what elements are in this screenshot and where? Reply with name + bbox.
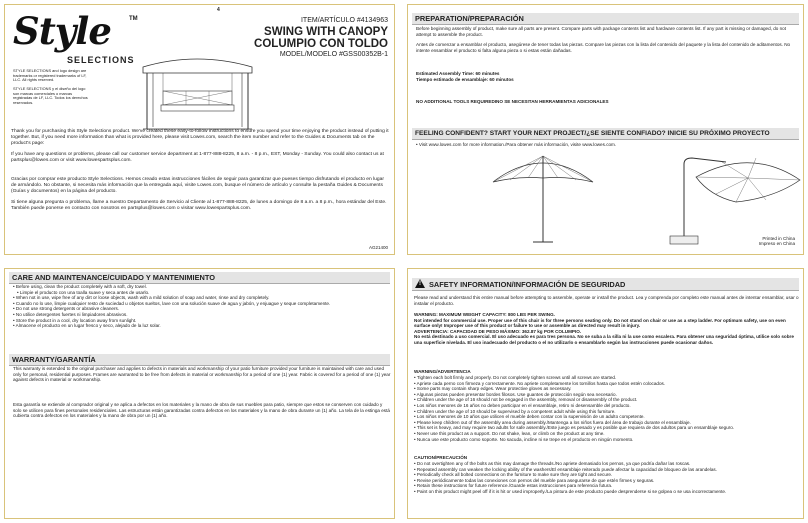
assembly-time-es: Tiempo estimado de ensamblaje: 60 minutos [416, 77, 514, 82]
warning-item: • Nunca use este producto como soporte. No sacuda, incline ni se trepe en el producto en ningún momento. [414, 437, 800, 443]
caution-header: CAUTION/PRECAUCIÓN [414, 455, 468, 460]
preparation-header: PREPARATION/PREPARACIÓN [412, 13, 799, 25]
warning-item: • Algunas piezas pueden presentar bordes filosos. Use guantes de protección según sea necesario. [414, 392, 800, 398]
legal-es: STYLE SELECTIONS y el diseño del logo son marcas comerciales o marcas registradas de LF, LLC. Todos los derechos reservados. [13, 86, 88, 105]
safety-page [407, 268, 804, 519]
care-item: • No utilice detergentes fuertes ni limpiadores abrasivos. [13, 312, 391, 318]
cover-page [4, 4, 395, 255]
umbrella-illustration [488, 152, 598, 246]
printed-en: Printed in China [762, 236, 795, 241]
warning-header: WARNING/ADVERTENCIA [414, 369, 471, 374]
capacity-en: WARNING: MAXIMUM WEIGHT CAPACITY: 800 LBS PER SWING. [414, 312, 555, 317]
prep-paragraph-es: Antes de comenzar a ensamblar el producto, asegúrese de tener todas las piezas. Compare las piezas con la lista del contenido del paquete y la lista del contenido de aditamentos. No intente ensamblar el producto si falta alguna pieza o si estas están dañadas. [416, 42, 791, 53]
assembly-time-en: Estimated Assembly Time: 60 minutes [416, 71, 500, 76]
cantilever-umbrella-illustration [666, 152, 802, 248]
intro-spanish [11, 177, 389, 212]
intro-paragraph: Si tiene alguna pregunta o problema, llame a nuestro Departamento de Servicio al Cliente al 1-877-888-8225, de lunes a domingo de 8 a.m. a 8 p.m., hora estándar del Este. [11, 200, 387, 205]
product-title-es: COLUMPIO CON TOLDO [254, 38, 388, 50]
caution-item: • Repeated assembly can weaken the locking ability of the washers/El ensamblaje reiterado puede afectar la capacidad de bloqueo de las arandelas. [414, 467, 800, 473]
brand-subtitle: SELECTIONS [67, 55, 135, 65]
warning-item: • This set is heavy, and may require two adults for safe assembly./Este juego es pesado y es posible que requiera de dos adultos para un ensamblaje seguro. [414, 425, 800, 431]
model-number: MODEL/MODELO #GSS00352B-1 [279, 51, 388, 58]
caution-item: • Revise periódicamente todas las conexiones con pernos del mueble para asegurarse de que estén firmes y seguras. [414, 478, 800, 484]
warranty-es: Esta garantía se extiende al comprador original y se aplica a defectos en los materiales y la mano de obra de sus muebles para patio, siempre que estos se conserven con cuidado y solo se utilicen para fines personales residenciales. Las estructuras están garantizadas contra defectos en los materiales y la mano de obra durante un (1) año. La tela de la estinga está cubierta contra defectos en los materiales y la mano de obra por un (1) año. [13, 402, 390, 419]
item-number: ITEM/ARTÍCULO #4134963 [300, 17, 388, 24]
printed-es: Impreso en China [758, 241, 795, 247]
care-warranty-page [4, 268, 395, 519]
warranty-en: This warranty is extended to the original purchaser and applies to defects in materials and workmanship of your patio furniture provided your furniture is maintained with care and used only for personal, residential purposes. Frames are warranted to be free from defects in material or workmanship for a period of one (1) year. Fabric is covered for a period of one (1) year against defects in material or workmanship. [13, 366, 391, 383]
weight-capacity [414, 312, 800, 346]
care-item: • Limpie el producto con una toalla suave y seca antes de usarlo. [13, 290, 391, 296]
warning-item: • Please keep children out of the assembly area during assembly./Mantenga a los niños fuera del área de trabajo durante el ensamblaje. [414, 420, 800, 426]
visit-lowes: • Visit www.lowes.com for more information./Para obtener más información, visite www.lowes.com. [416, 142, 617, 147]
safety-header [412, 278, 799, 291]
intro-paragraph: Gracias por comprar este producto Style Selections. Hemos creado estas instrucciones fáciles de seguir para garantizar que pueses tiempo disfrutando el producto en lugar de armándolo. No obstante, si necesita más información que la entregada aquí, visite Lowes.com, busque el número de artículo y consulte la pestaña Guides & Documents (Guías y documentos) en la página del producto. [11, 177, 384, 194]
safety-intro: Please read and understand this entire manual before attempting to assemble, operate or install the product. Lea y comprenda por completo este manual antes de intentar ensamblar, usar o instalar el producto. [414, 295, 799, 306]
warning-item: • Apriete cada perno con firmeza y correctamente. No apriete completamente los tornillos hasta que todos estén colocados. [414, 381, 800, 387]
legal-en: STYLE SELECTIONS and logo design are trademarks or registered trademarks of LF, LLC. All rights reserved. [13, 68, 87, 83]
caution-list [414, 461, 800, 495]
page-number: 4 [217, 7, 220, 13]
care-item: • Before using, clean the product completely with a soft, dry towel. [13, 284, 391, 290]
warning-list [414, 375, 800, 442]
warning-item: • Some parts may contain sharp edges. Wear protective gloves as necessary. [414, 386, 800, 392]
caution-item: • Periodically check all bolted connections on the furniture to make sure they are tight and secure. [414, 472, 800, 478]
capacity-note-es: No está destinado a uso comercial. El uso adecuado es para tres persona. No se suba a la silla ni la use como escalera. Para obtener una seguridad óptima, utilice solo sobre una superficie nivelada. El uso inadecuado del producto o el no utilizarlo o ensamblarlo según las instrucciones puede ocasionar daños. [414, 334, 794, 345]
capacity-es: ADVERTENCIA: CAPACIDAD DE PESO MÁXIMO: 362.87 kg POR COLUMPIO. [414, 328, 582, 334]
care-header: CARE AND MAINTENANCE/CUIDADO Y MANTENIMIENTO [9, 272, 390, 284]
intro-paragraph: También puede ponerse en contacto con nosotros en partsplus@lowes.com o visitar www.lowespartsplus.com. [11, 206, 252, 211]
next-project-header: FEELING CONFIDENT? START YOUR NEXT PROJECT/¿SE SIENTE CONFIADO? INICIE SU PRÓXIMO PROYECTO [412, 128, 799, 140]
document-code: AG21400 [368, 245, 388, 250]
intro-paragraph: If you have any questions or problems, please call our customer service department at 1-877-888-8225, 8 a.m. - 8 p.m., EST, Monday - Sunday. You could also contact us at partsplus@lowes.com or visit www.lowespartsplus.com. [11, 152, 384, 163]
product-title [254, 26, 388, 50]
care-item: • Do not use strong detergents or abrasive cleaners. [13, 306, 391, 312]
warning-item: • Never use this product as a support. Do not shake, lean, or climb on the product at any time. [414, 431, 800, 437]
brand-trademark: TM [129, 16, 138, 22]
warranty-header: WARRANTY/GARANTÍA [9, 354, 390, 366]
care-item: • When not in use, wipe free of any dirt or loose objects, wash with a mild solution of soap and water, rinse and dry completely. [13, 295, 391, 301]
printed-in [759, 236, 795, 247]
prep-paragraph-en: Before beginning assembly of product, make sure all parts are present. Compare parts with package contents list and hardware contents list. If any part is missing or damaged, do not attempt to assemble the product. [416, 26, 786, 37]
caution-item: • Retain these instructions for future reference./Guarde estas instrucciones para referencia futura. [414, 483, 800, 489]
warning-item: • Children under the age of 16 should not be engaged in the assembly, removal or disassembly of the product. [414, 397, 800, 403]
warning-item: • Los niños menores de 10 años que utilicen el mueble deben contar con la supervisión de un adulto competente. [414, 414, 800, 420]
care-item: • Cuando no lo use, limpie cualquier resto de suciedad u objetos sueltos, lave con una solución suave de agua y jabón, y enjuague y seque completamente. [13, 301, 391, 307]
brand-logo: Style [13, 9, 111, 53]
caution-item: • Paint on this product might peel off if it is hit or used improperly./La pintura de este producto puede desprenderse si se golpea o se usa incorrectamente. [414, 489, 800, 495]
intro-english [11, 129, 389, 164]
care-list [13, 284, 391, 329]
capacity-note-en: Not intended for commercial use. Proper use of this chair is for three persons seating only. Do not stand on chair or use as a step ladder. For optimum safety, use on even surface only! Improper use of this product or failure to use or assemble as directed may result in injury. [414, 317, 786, 329]
tools-note: NO ADDITIONAL TOOLS REQUIREDINO SE NECESITAN HERRAMIENTAS ADICIONALES [416, 99, 609, 104]
intro-paragraph: Thank you for purchasing this Style Selections product. We've created these easy-to-follow instructions to ensure you spend your time enjoying the product instead of putting it together. But, if you need more information than what is provided here, please visit Lowes.com, search the item number and refer to the Guides & Documents tab on the product's page: [11, 129, 389, 146]
warning-item: • Los niños menores de 16 años no deben participar en el ensamblaje, retiro ni desensamble del producto. [414, 403, 800, 409]
warning-item: • Tighten each bolt firmly and properly. Do not completely tighten screws until all screws are started. [414, 375, 800, 381]
preparation-page [407, 4, 804, 255]
care-item: • Store the product in a cool, dry location away from sunlight. [13, 318, 391, 324]
caution-item: • Do not overtighten any of the bolts as this may damage the threads./No apriete demasiado los pernos, ya que podría dañar las roscas. [414, 461, 800, 467]
product-title-en: SWING WITH CANOPY [264, 26, 388, 38]
swing-illustration [135, 49, 260, 134]
warning-item: • Children under the age of 10 should be supervised by a competent adult while using this furniture. [414, 409, 800, 415]
safety-header-text: SAFETY INFORMATION/INFORMACIÓN DE SEGURIDAD [429, 280, 626, 289]
warning-triangle-icon [415, 279, 425, 288]
care-item: • Almacene el producto en un lugar fresco y seco, alejado de la luz solar. [13, 323, 391, 329]
